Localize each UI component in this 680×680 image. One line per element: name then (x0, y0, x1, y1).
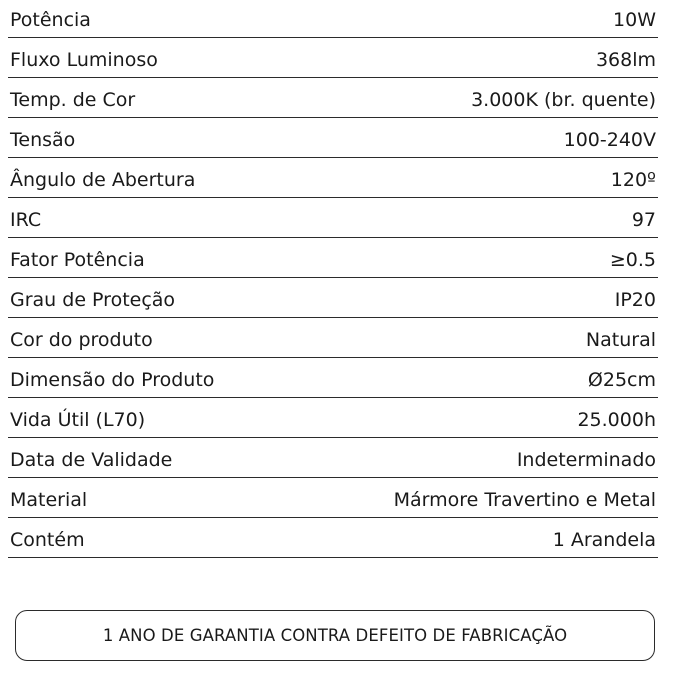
spec-label: Tensão (10, 129, 76, 151)
spec-row (8, 398, 658, 438)
spec-value: 25.000h (577, 409, 656, 431)
spec-value: 368lm (595, 49, 656, 71)
spec-value: Natural (585, 329, 656, 351)
spec-row (8, 38, 658, 78)
spec-value: 120º (610, 169, 656, 191)
spec-row (8, 198, 658, 238)
spec-row (8, 518, 658, 558)
spec-row (8, 158, 658, 198)
spec-row (8, 78, 658, 118)
spec-row (8, 438, 658, 478)
spec-row (8, 318, 658, 358)
spec-label: Dimensão do Produto (10, 369, 215, 391)
spec-value: Ø25cm (587, 369, 656, 391)
spec-label: Material (10, 489, 88, 511)
spec-value: Indeterminado (516, 449, 656, 471)
spec-label: Contém (10, 529, 85, 551)
spec-row (8, 0, 658, 38)
spec-row (8, 238, 658, 278)
spec-row (8, 478, 658, 518)
spec-value: 1 Arandela (552, 529, 656, 551)
spec-label: IRC (10, 209, 42, 231)
spec-value: 97 (631, 209, 656, 231)
spec-label: Ângulo de Abertura (10, 169, 196, 191)
spec-row (8, 118, 658, 158)
spec-row (8, 358, 658, 398)
spec-label: Grau de Proteção (10, 289, 176, 311)
spec-value: 10W (613, 9, 656, 31)
spec-value: 100-240V (563, 129, 656, 151)
spec-value: Mármore Travertino e Metal (393, 489, 656, 511)
spec-value: ≥0.5 (609, 249, 656, 271)
spec-label: Cor do produto (10, 329, 153, 351)
warranty-text: 1 ANO DE GARANTIA CONTRA DEFEITO DE FABRICAÇÃO (102, 626, 568, 645)
spec-row (8, 278, 658, 318)
spec-label: Fluxo Luminoso (10, 49, 158, 71)
warranty-badge (15, 610, 655, 661)
spec-label: Vida Útil (L70) (10, 409, 146, 431)
spec-label: Fator Potência (10, 249, 145, 271)
spec-value: IP20 (614, 289, 656, 311)
spec-label: Potência (10, 9, 91, 31)
spec-value: 3.000K (br. quente) (471, 89, 656, 111)
spec-label: Data de Validade (10, 449, 173, 471)
spec-table (8, 0, 658, 558)
spec-label: Temp. de Cor (10, 89, 136, 111)
